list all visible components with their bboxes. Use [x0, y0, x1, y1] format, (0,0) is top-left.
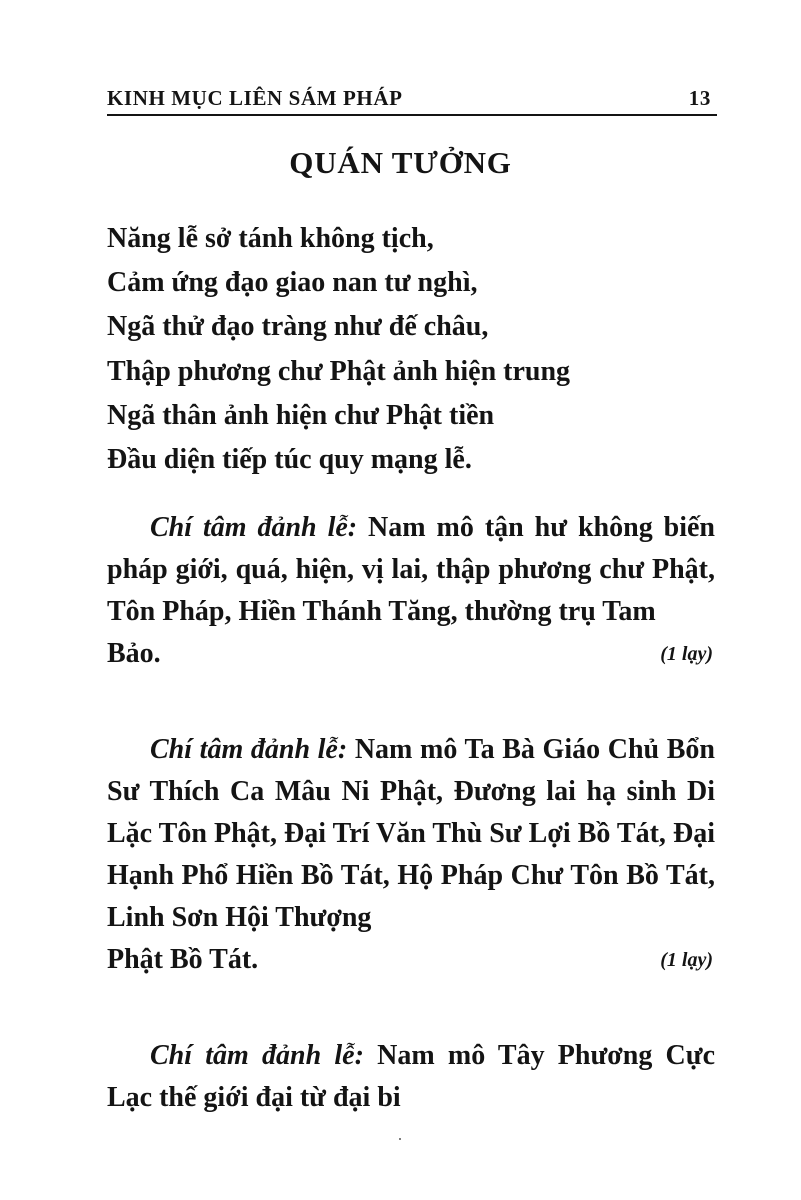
verse-block — [107, 217, 727, 482]
prayer-body: Nam mô Tây Phương Cực Lạc thế giới đại từ đại bi — [107, 1040, 716, 1113]
prayer-paragraph — [107, 1035, 715, 1119]
prayer-body: Nam mô Ta Bà Giáo Chủ Bổn Sư Thích Ca Mâu Ni Phật, Đương lai hạ sinh Di Lặc Tôn Phật, Đại Trí Văn Thù Sư Lợi Bồ Tát, Đại Hạnh Phổ Hiền Bồ Tát, Hộ Pháp Chư Tôn Bồ Tát, Linh Sơn Hội Thượng — [107, 734, 715, 933]
prayer-paragraph — [107, 729, 715, 981]
prayer-text — [107, 1035, 715, 1119]
prayer-lead: Chí tâm đảnh lễ: — [150, 512, 358, 543]
verse-line: Năng lễ sở tánh không tịch, — [107, 223, 434, 254]
prayer-text — [107, 507, 715, 633]
prayer-text — [107, 729, 715, 939]
page-number: 13 — [688, 86, 711, 110]
prayer-tail: Bảo. — [107, 638, 161, 669]
section-title: QUÁN TƯỞNG — [289, 145, 512, 180]
verse-line: Ngã thân ảnh hiện chư Phật tiền — [107, 399, 495, 431]
verse-line: Đầu diện tiếp túc quy mạng lễ. — [107, 444, 472, 476]
prayer-last-line — [107, 939, 715, 981]
prayer-lead: Chí tâm đảnh lễ: — [150, 1040, 364, 1071]
verse-line: Ngã thử đạo tràng như đế châu, — [107, 311, 489, 343]
prayer-tail: Phật Bồ Tát. — [107, 944, 259, 975]
prayer-body: Nam mô tận hư không biến pháp giới, quá, hiện, vị lai, thập phương chư Phật, Tôn Pháp, Hiền Thánh Tăng, thường trụ Tam — [107, 512, 715, 627]
verse-line: Cảm ứng đạo giao nan tư nghì, — [107, 267, 478, 299]
prayer-lead: Chí tâm đảnh lễ: — [150, 734, 348, 765]
running-header — [107, 82, 717, 116]
verse-line: Thập phương chư Phật ảnh hiện trung — [107, 355, 571, 387]
prayer-last-line — [107, 633, 715, 675]
book-title: KINH MỤC LIÊN SÁM PHÁP — [107, 86, 403, 110]
prostration-count: (1 lạy) — [660, 643, 713, 665]
prayer-paragraph — [107, 507, 715, 675]
print-speck — [399, 1138, 401, 1140]
prostration-count: (1 lạy) — [660, 949, 713, 971]
